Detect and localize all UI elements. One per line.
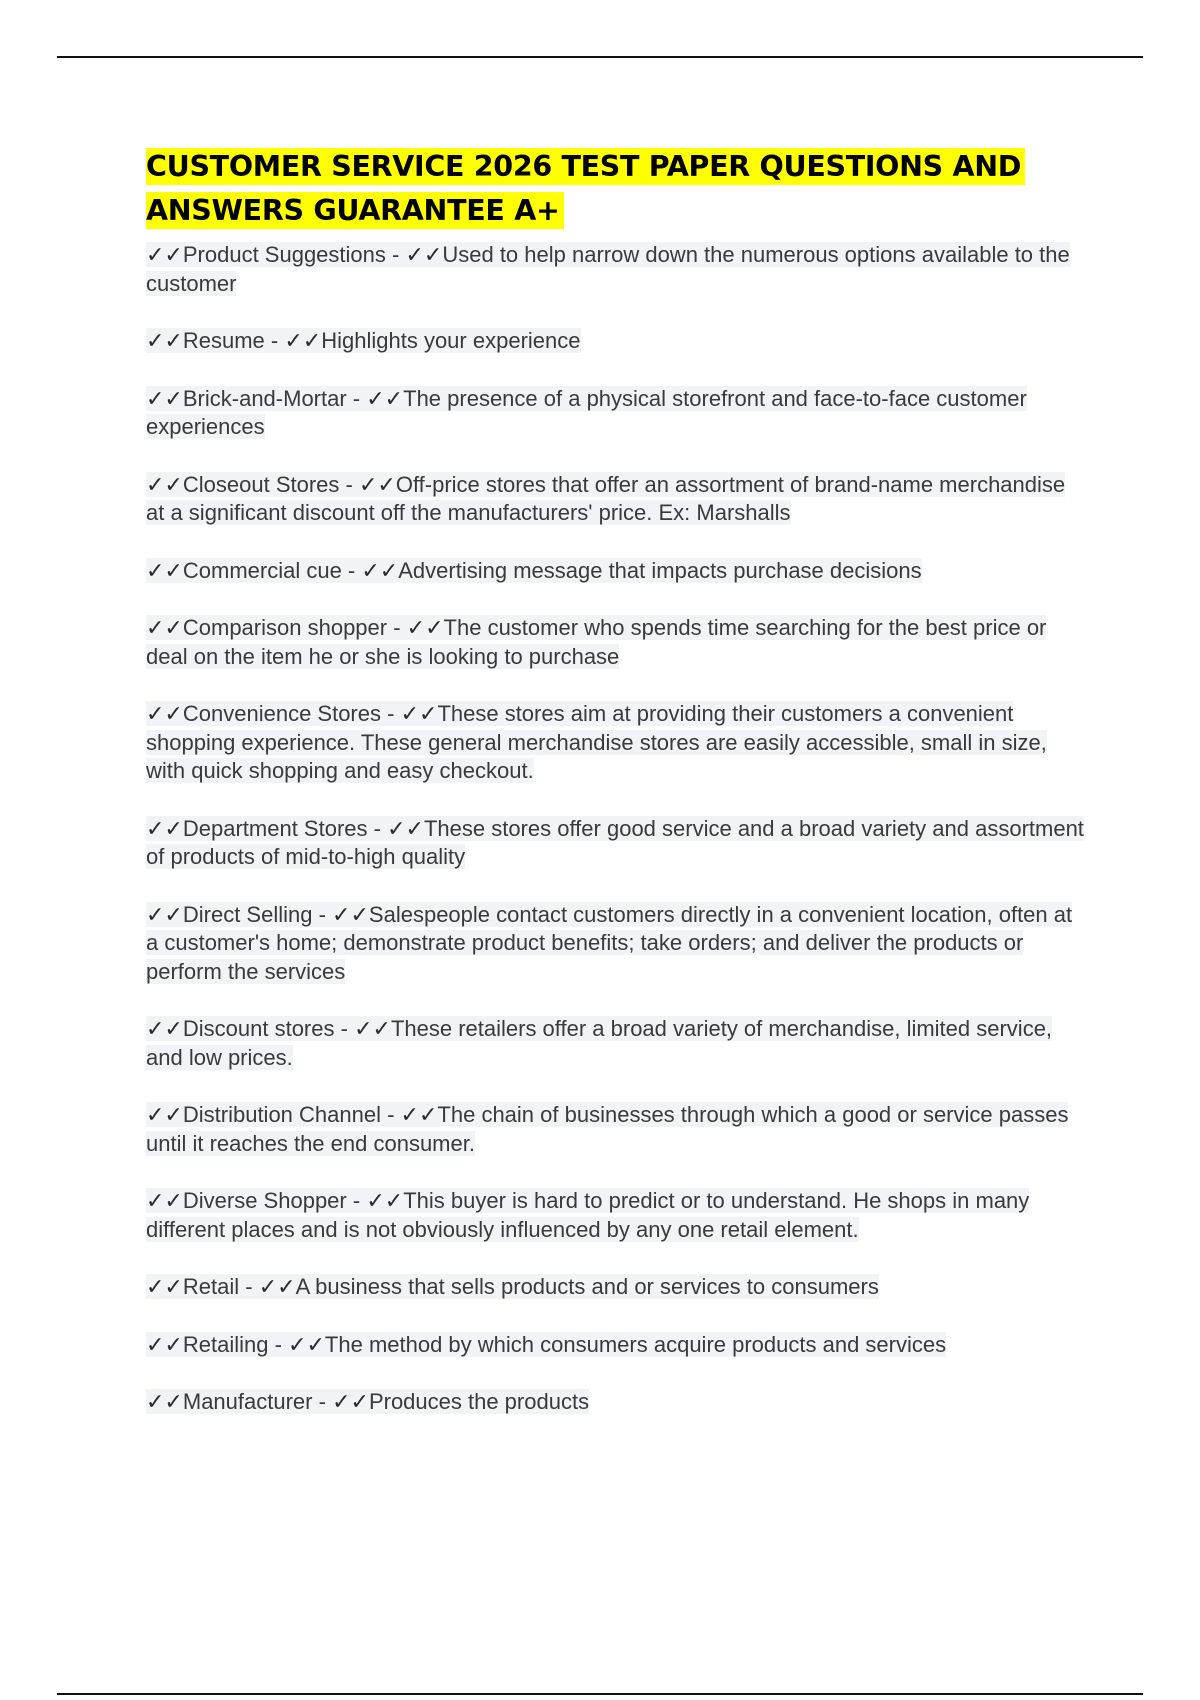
entry-separator: -	[346, 1188, 367, 1213]
entry-definition: These stores offer good service and a broad variety and assortment of products of mid-to-high quality	[146, 815, 1084, 869]
entry-term: Retailing	[182, 1331, 269, 1357]
list-item	[146, 815, 1086, 872]
entry-highlight	[146, 816, 1084, 870]
double-check-icon: ✓✓	[146, 615, 183, 640]
entry-term: Manufacturer	[182, 1389, 313, 1414]
entry-definition: Used to help narrow down the numerous options available to the customer	[146, 242, 1070, 296]
list-item	[146, 557, 1086, 586]
entry-definition: A business that sells products and or services to consumers	[295, 1274, 879, 1299]
double-check-icon: ✓✓	[146, 1016, 183, 1041]
entry-term: Product Suggestions	[182, 242, 386, 267]
double-check-icon: ✓✓	[146, 1331, 183, 1357]
entry-highlight	[146, 615, 1046, 669]
list-item	[146, 241, 1086, 298]
entry-definition: The chain of businesses through which a good or service passes until it reaches the end consumer.	[146, 1102, 1069, 1156]
entry-definition: These stores aim at providing their customers a convenient shopping experience. These general merchandise stores are easily accessible, small in size, with quick shopping and easy checkout.	[146, 701, 1047, 783]
entry-term: Resume	[182, 328, 265, 353]
double-check-icon: ✓✓	[146, 557, 183, 583]
entry-term: Comparison shopper	[182, 615, 388, 640]
bottom-rule	[57, 1693, 1143, 1695]
double-check-icon: ✓✓	[146, 385, 183, 411]
entry-definition: Off-price stores that offer an assortment of brand-name merchandise at a significant discount off the manufacturers' price. Ex: Marshalls	[146, 471, 1066, 525]
entry-definition: Produces the products	[368, 1389, 590, 1414]
entry-highlight	[146, 558, 922, 583]
double-check-icon: ✓✓	[400, 1102, 438, 1127]
list-item	[146, 614, 1086, 671]
document-title-text: CUSTOMER SERVICE 2026 TEST PAPER QUESTIONS AND ANSWERS GUARANTEE A+	[146, 148, 1025, 229]
entry-highlight	[146, 386, 1027, 440]
entry-term: Convenience Stores	[182, 701, 381, 726]
entry-separator: -	[268, 1331, 289, 1357]
entry-highlight	[146, 1274, 879, 1299]
entry-definition: The method by which consumers acquire products and services	[324, 1331, 947, 1357]
entry-separator: -	[381, 701, 401, 726]
entry-highlight	[146, 701, 1047, 783]
list-item	[146, 901, 1086, 987]
entry-definition: This buyer is hard to predict or to understand. He shops in many different places and is not obviously influenced by any one retail element.	[146, 1188, 1030, 1242]
list-item	[146, 1388, 1086, 1417]
list-item	[146, 385, 1086, 442]
top-rule	[57, 56, 1143, 58]
entry-separator: -	[264, 328, 285, 353]
double-check-icon: ✓✓	[288, 1331, 325, 1357]
double-check-icon: ✓✓	[284, 328, 322, 353]
entry-highlight	[146, 1016, 1052, 1070]
document-body	[146, 145, 1086, 1446]
entry-highlight	[146, 328, 581, 353]
double-check-icon: ✓✓	[361, 557, 399, 583]
double-check-icon: ✓✓	[146, 1274, 183, 1299]
double-check-icon: ✓✓	[146, 901, 183, 927]
entry-separator: -	[385, 242, 406, 267]
entry-term: Department Stores	[182, 815, 368, 841]
entry-term: Discount stores	[182, 1016, 335, 1041]
double-check-icon: ✓✓	[366, 1188, 404, 1213]
entry-separator: -	[239, 1274, 259, 1299]
entry-separator: -	[334, 1016, 355, 1041]
double-check-icon: ✓✓	[406, 615, 444, 640]
double-check-icon: ✓✓	[366, 385, 404, 411]
entry-highlight	[146, 242, 1070, 296]
double-check-icon: ✓✓	[146, 328, 183, 353]
entry-highlight	[146, 1102, 1068, 1156]
list-item	[146, 327, 1086, 356]
entry-definition: Advertising message that impacts purchase decisions	[398, 557, 922, 583]
double-check-icon: ✓✓	[400, 701, 438, 726]
entry-definition: The presence of a physical storefront and face-to-face customer experiences	[146, 385, 1027, 439]
double-check-icon: ✓✓	[146, 1102, 183, 1127]
double-check-icon: ✓✓	[258, 1274, 296, 1299]
entry-list	[146, 241, 1086, 1417]
entry-separator: -	[312, 901, 333, 927]
double-check-icon: ✓✓	[146, 701, 183, 726]
entry-separator: -	[387, 615, 407, 640]
list-item	[146, 471, 1086, 528]
entry-separator: -	[339, 471, 359, 497]
entry-separator: -	[367, 815, 388, 841]
entry-term: Direct Selling	[182, 901, 313, 927]
entry-separator: -	[346, 385, 367, 411]
double-check-icon: ✓✓	[387, 815, 424, 841]
entry-definition: These retailers offer a broad variety of merchandise, limited service, and low prices.	[146, 1016, 1053, 1070]
list-item	[146, 1187, 1086, 1244]
entry-separator: -	[341, 557, 362, 583]
entry-term: Retail	[182, 1274, 240, 1299]
list-item	[146, 1015, 1086, 1072]
entry-highlight	[146, 1332, 946, 1357]
double-check-icon: ✓✓	[146, 815, 183, 841]
document-title	[146, 145, 1086, 233]
double-check-icon: ✓✓	[146, 1188, 183, 1213]
double-check-icon: ✓✓	[146, 471, 183, 497]
double-check-icon: ✓✓	[146, 1389, 183, 1414]
double-check-icon: ✓✓	[405, 242, 443, 267]
double-check-icon: ✓✓	[358, 471, 396, 497]
entry-term: Distribution Channel	[182, 1102, 381, 1127]
entry-highlight	[146, 902, 1072, 984]
entry-term: Brick-and-Mortar	[182, 385, 347, 411]
double-check-icon: ✓✓	[354, 1016, 391, 1041]
entry-term: Closeout Stores	[182, 471, 340, 497]
entry-definition: The customer who spends time searching for the best price or deal on the item he or she is looking to purchase	[146, 615, 1047, 669]
entry-term: Diverse Shopper	[182, 1188, 347, 1213]
list-item	[146, 1331, 1086, 1360]
entry-separator: -	[312, 1389, 333, 1414]
double-check-icon: ✓✓	[332, 901, 369, 927]
double-check-icon: ✓✓	[332, 1389, 369, 1414]
entry-term: Commercial cue	[182, 557, 342, 583]
entry-highlight	[146, 1188, 1029, 1242]
entry-highlight	[146, 1389, 589, 1414]
entry-definition: Salespeople contact customers directly in a convenient location, often at a customer's home; demonstrate product benefits; take orders; and deliver the products or perform the services	[146, 901, 1073, 984]
list-item	[146, 1101, 1086, 1158]
list-item	[146, 1273, 1086, 1302]
entry-highlight	[146, 472, 1065, 526]
entry-definition: Highlights your experience	[321, 328, 581, 353]
double-check-icon: ✓✓	[146, 242, 183, 267]
entry-separator: -	[380, 1102, 401, 1127]
list-item	[146, 700, 1086, 786]
